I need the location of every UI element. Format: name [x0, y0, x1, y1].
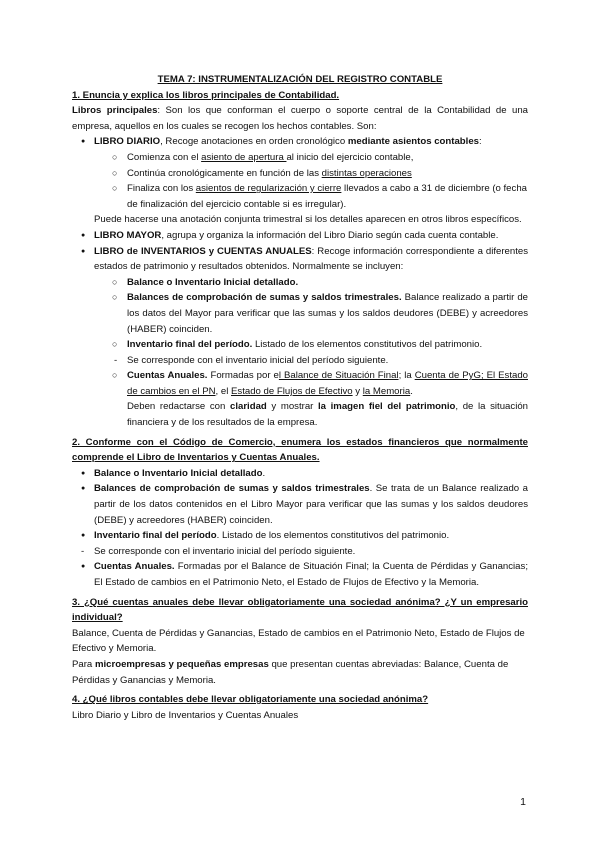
q2-i1-bold: Balance o Inventario Inicial detallado: [94, 467, 263, 479]
inv-text: : Recoge información correspondiente a diferentes estados de patrimonio y resultados obtenidos. Normalmente se incluyen:: [94, 245, 528, 273]
diario-sub3-u: asientos de regularización y cierre: [195, 183, 342, 195]
q3-p2-b: microempresas y pequeñas empresas: [94, 658, 269, 670]
diario-sub1-b: al inicio del ejercicio contable,: [286, 151, 414, 163]
list-item-inventarios: [72, 244, 528, 275]
list-item-inv-sub1: ○ Balance o Inventario Inicial detallado.: [72, 275, 528, 291]
inv-sub4-t4: y: [352, 385, 363, 397]
inv-note-b1: claridad: [229, 401, 267, 413]
inv-note-2: y mostrar: [266, 401, 318, 413]
page-number: 1: [520, 796, 526, 808]
inv-label: LIBRO de INVENTARIOS y CUENTAS ANUALES: [94, 245, 312, 257]
mayor-label: LIBRO MAYOR: [94, 229, 162, 241]
diario-end: :: [479, 136, 482, 148]
diario-sub3-b: llevados a cabo a 31 de diciembre (o fecha de finalización del ejercicio contable si es irregular).: [127, 183, 527, 210]
q3-heading: 3. ¿Qué cuentas anuales debe llevar obligatoriamente una sociedad anónima? ¿Y un empresario individual?: [72, 596, 528, 624]
mayor-text: , agrupa y organiza la información del Libro Diario según cada cuenta contable.: [161, 229, 499, 241]
q2-heading: 2. Conforme con el Código de Comercio, enumera los estados financieros que normalmente comprende el Libro de Inventarios y Cuentas Anuales.: [72, 436, 528, 464]
q2-item-1: [72, 466, 528, 482]
inv-sub2-text: Balance realizado a partir de los datos del Mayor para verificar que las sumas y los saldos deudores (DEBE) y acreedores (HABER) coinciden.: [127, 292, 529, 335]
diario-sub2-a: Continúa cronológicamente en función de las: [127, 167, 322, 179]
q2-dash: - Se corresponde con el inventario inicial del período siguiente.: [72, 544, 528, 560]
q2-list: [72, 466, 528, 591]
q3-p2-a: Para: [72, 658, 95, 670]
q3-p1: Balance, Cuenta de Pérdidas y Ganancias, Estado de cambios en el Patrimonio Neto, Estado de Flujos de Efectivo y Memoria.: [72, 627, 525, 655]
list-item-diario-sub1: [72, 150, 528, 166]
diario-bold: mediante asientos contables: [347, 136, 479, 148]
q2-i1-text: .: [262, 467, 266, 479]
list-item-diario-sub3: [72, 181, 528, 212]
q2-i3-text: . Listado de los elementos constitutivos del patrimonio.: [216, 530, 450, 542]
diario-sub1-a: Comienza con el: [127, 151, 202, 163]
q2-item-3: [72, 528, 528, 544]
q3-p2: [72, 657, 528, 688]
inv-sub3-bold: Inventario final del período.: [127, 339, 253, 351]
inv-note-1: Deben redactarse con: [127, 401, 230, 413]
diario-sub1-u: asiento de apertura: [201, 151, 287, 163]
list-item-inv-sub2: [72, 290, 528, 337]
diario-text: , Recoge anotaciones en orden cronológico: [160, 136, 348, 148]
q2-i4-bold: Cuentas Anuales.: [94, 561, 175, 573]
q4-p1: Libro Diario y Libro de Inventarios y Cuentas Anuales: [72, 709, 299, 721]
diario-sub2-u: distintas operaciones: [321, 167, 412, 179]
inv-sub4-bold: Cuentas Anuales.: [127, 370, 208, 382]
inv-sub4-t1: Formadas por e: [207, 370, 279, 382]
q1-intro-text: : Son los que conforman el cuerpo o soporte central de la Contabilidad de una empresa, aquellos en los cuales se recogen los hechos contables. Son:: [72, 105, 529, 132]
diario-note: Puede hacerse una anotación conjunta trimestral si los detalles aparecen en otros libros específicos.: [94, 214, 522, 226]
q1-list: [72, 134, 528, 212]
list-item-mayor: [72, 228, 528, 244]
inv-sub4-t3: , el: [215, 385, 231, 397]
inv-sub4-u3: Estado de Flujos de Efectivo: [231, 385, 353, 397]
list-item-inv-sub3: [72, 337, 528, 353]
q2-i2-bold: Balances de comprobación de sumas y saldos trimestrales: [94, 483, 370, 495]
list-item-diario-sub2: [72, 166, 528, 182]
inv-sub3-text: Listado de los elementos constitutivos del patrimonio.: [252, 339, 483, 351]
inv-note-b2: la imagen fiel del patrimonio: [318, 401, 456, 413]
q2-item-2: [72, 481, 528, 528]
inv-sub4-t5: .: [410, 385, 413, 397]
inv-note-3: , de la situación financiera y de los resultados de la empresa.: [127, 401, 528, 429]
q2-i2-text: . Se trata de un Balance realizado a partir de los datos contenidos en el Libro Mayor para verificar que las sumas y los saldos deudores (DEBE) y acreedores (HABER) coinciden.: [94, 483, 528, 526]
inv-sub4-u4: la Memoria: [362, 385, 411, 397]
q2-i3-bold: Inventario final del período: [94, 530, 217, 542]
inv-sub2-bold: Balances de comprobación de sumas y saldos trimestrales.: [127, 292, 402, 304]
q1-intro-label: Libros principales: [72, 105, 158, 117]
inv-sub4-note: [72, 399, 528, 430]
list-item-inv-sub4: [72, 368, 528, 399]
q4-heading: 4. ¿Qué libros contables debe llevar obligatoriamente una sociedad anónima?: [72, 694, 429, 706]
inv-sub4-t2: ; la: [398, 370, 415, 382]
q2-i4-text: Formadas por el Balance de Situación Final; la Cuenta de Pérdidas y Ganancias; El Estado de cambios en el Patrimonio Neto, el Estado de Flujos de Efectivo y la Memoria.: [94, 561, 528, 588]
inv-sub4-u2: Cuenta de PyG; El Estado de cambios en el PN: [127, 370, 528, 397]
q3-p2-c: que presentan cuentas abreviadas: Balance, Cuenta de Pérdidas y Ganancias y Memoria.: [72, 658, 509, 686]
q1-intro: [72, 103, 528, 134]
diario-label: LIBRO DIARIO: [94, 136, 161, 148]
diario-sub3-a: Finaliza con los: [127, 183, 196, 195]
list-item-diario: [72, 134, 528, 150]
document-page: [72, 72, 528, 723]
q1-heading: 1. Enuncia y explica los libros principales de Contabilidad.: [72, 89, 340, 101]
list-item-inv-dash: - Se corresponde con el inventario inicial del período siguiente.: [72, 353, 528, 369]
q1-list-2: [72, 228, 528, 400]
document-title: TEMA 7: INSTRUMENTALIZACIÓN DEL REGISTRO CONTABLE: [157, 74, 443, 85]
inv-sub4-u1: l Balance de Situación Final: [278, 370, 399, 382]
q2-item-4: [72, 559, 528, 590]
